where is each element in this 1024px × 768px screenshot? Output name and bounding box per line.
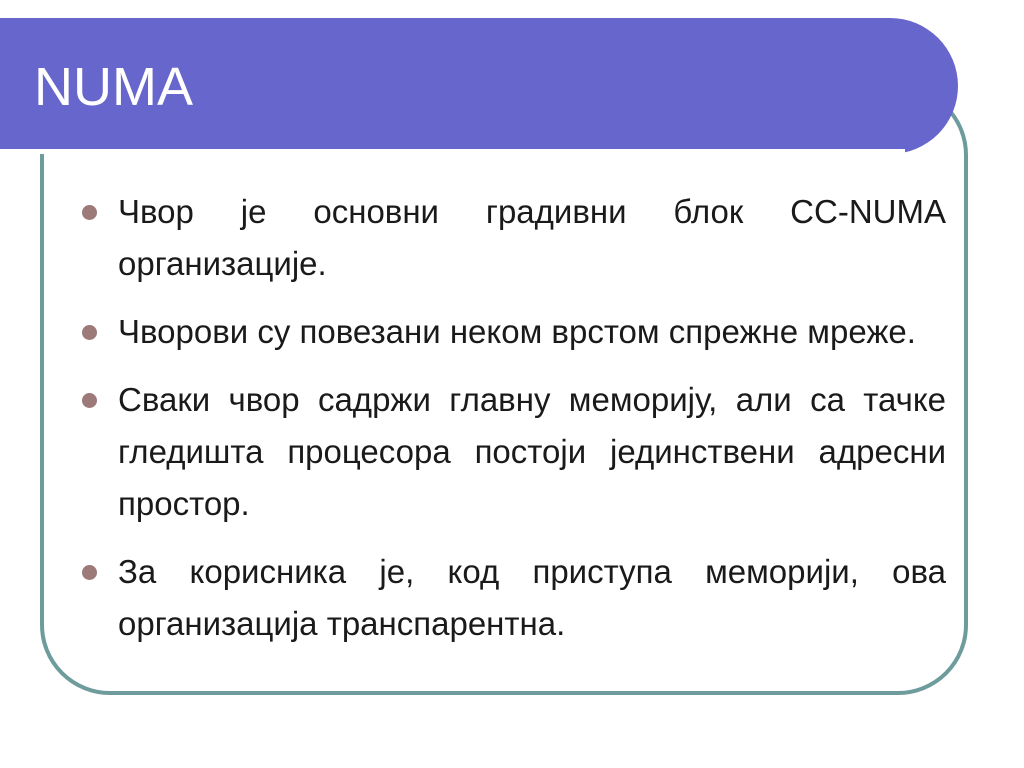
bullet-dot-icon	[82, 393, 97, 408]
bullet-text: Чвор је основни градивни блок CC-NUMA организације.	[118, 193, 946, 282]
bullet-text: Чворови су повезани неком врстом спрежне мреже.	[118, 313, 916, 350]
bullet-dot-icon	[82, 565, 97, 580]
bullet-item	[80, 546, 946, 650]
bullet-list	[80, 186, 946, 666]
title-underline	[0, 149, 905, 154]
bullet-text: За корисника је, код приступа меморији, ова организација транспарентна.	[118, 553, 946, 642]
bullet-dot-icon	[82, 325, 97, 340]
bullet-item	[80, 374, 946, 530]
title-bar	[0, 18, 958, 154]
slide-title: NUMA	[34, 57, 193, 117]
bullet-dot-icon	[82, 205, 97, 220]
bullet-item	[80, 306, 946, 358]
bullet-item	[80, 186, 946, 290]
bullet-text: Сваки чвор садржи главну меморију, али са тачке гледишта процесора постоји јединствени адресни простор.	[118, 381, 946, 522]
